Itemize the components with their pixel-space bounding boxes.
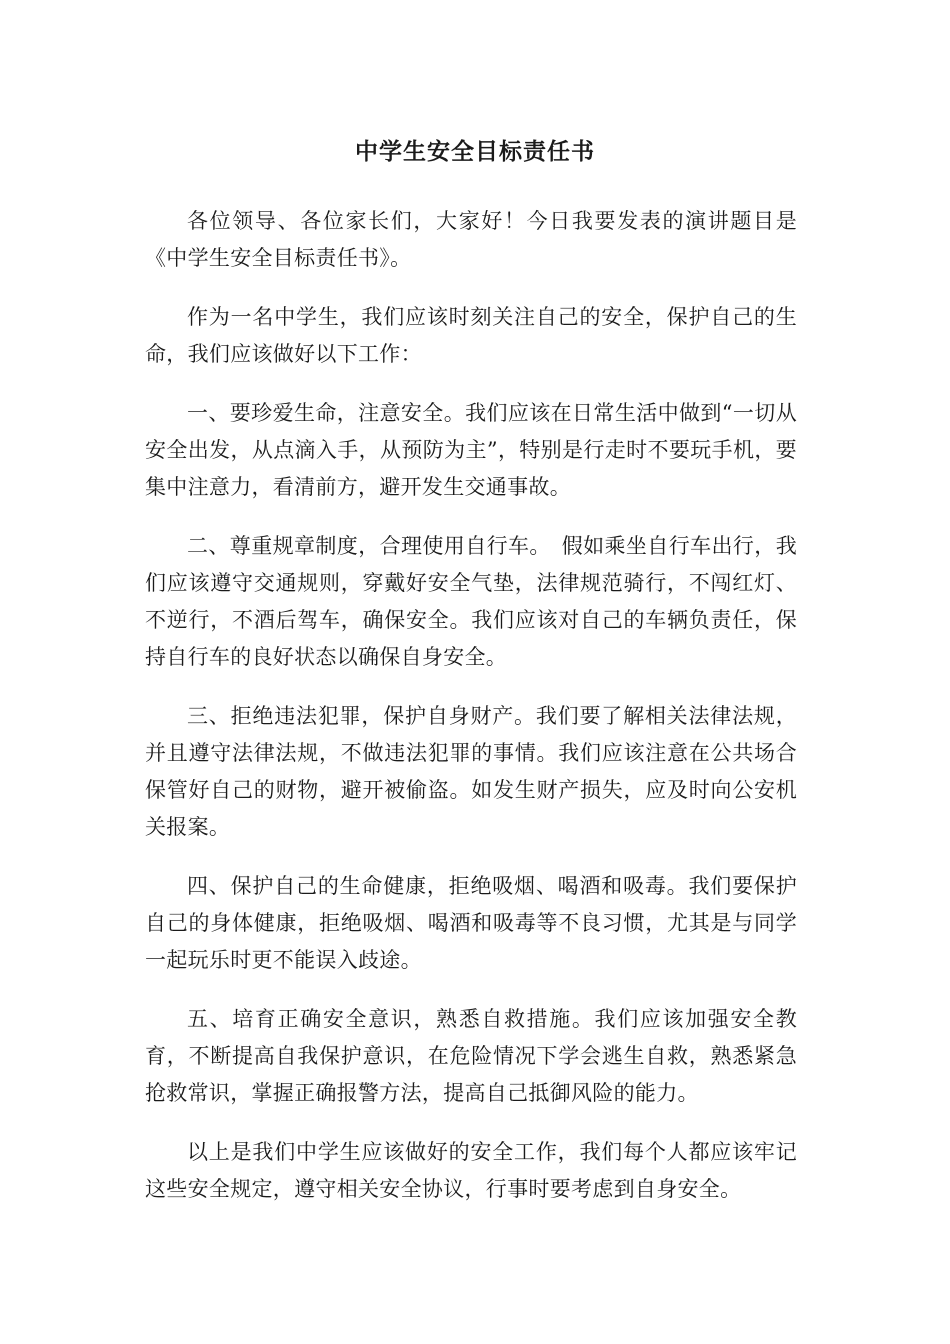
document-title: 中学生安全目标责任书 xyxy=(355,139,595,165)
paragraph-intro: 作为一名中学生，我们应该时刻关注自己的安全，保护自己的生命，我们应该做好以下工作： xyxy=(145,305,797,366)
document-body xyxy=(145,203,797,1230)
paragraph-item-2: 二、尊重规章制度，合理使用自行车。 假如乘坐自行车出行，我们应该遵守交通规则，穿戴好安全气垫，法律规范骑行，不闯红灯、不逆行，不酒后驾车，确保安全。我们应该对自己的车辆负责任，保持自行车的良好状态以确保自身安全。 xyxy=(145,534,797,669)
paragraph-conclusion: 以上是我们中学生应该做好的安全工作，我们每个人都应该牢记这些安全规定，遵守相关安全协议，行事时要考虑到自身安全。 xyxy=(145,1140,797,1201)
paragraph-item-4: 四、保护自己的生命健康，拒绝吸烟、喝酒和吸毒。我们要保护自己的身体健康，拒绝吸烟、喝酒和吸毒等不良习惯，尤其是与同学一起玩乐时更不能误入歧途。 xyxy=(145,874,797,972)
paragraph-item-1: 一、要珍爱生命，注意安全。我们应该在日常生活中做到“一切从安全出发，从点滴入手，从预防为主”，特别是行走时不要玩手机，要集中注意力，看清前方，避开发生交通事故。 xyxy=(145,401,797,499)
paragraph-item-5: 五、培育正确安全意识，熟悉自救措施。我们应该加强安全教育，不断提高自我保护意识，在危险情况下学会逃生自救，熟悉紧急抢救常识，掌握正确报警方法，提高自己抵御风险的能力。 xyxy=(145,1007,797,1105)
paragraph-item-3: 三、拒绝违法犯罪，保护自身财产。我们要了解相关法律法规，并且遵守法律法规，不做违法犯罪的事情。我们应该注意在公共场合保管好自己的财物，避开被偷盗。如发生财产损失，应及时向公安机关报案。 xyxy=(145,704,797,839)
paragraph-greeting: 各位领导、各位家长们，大家好！今日我要发表的演讲题目是《中学生安全目标责任书》。 xyxy=(145,209,797,270)
